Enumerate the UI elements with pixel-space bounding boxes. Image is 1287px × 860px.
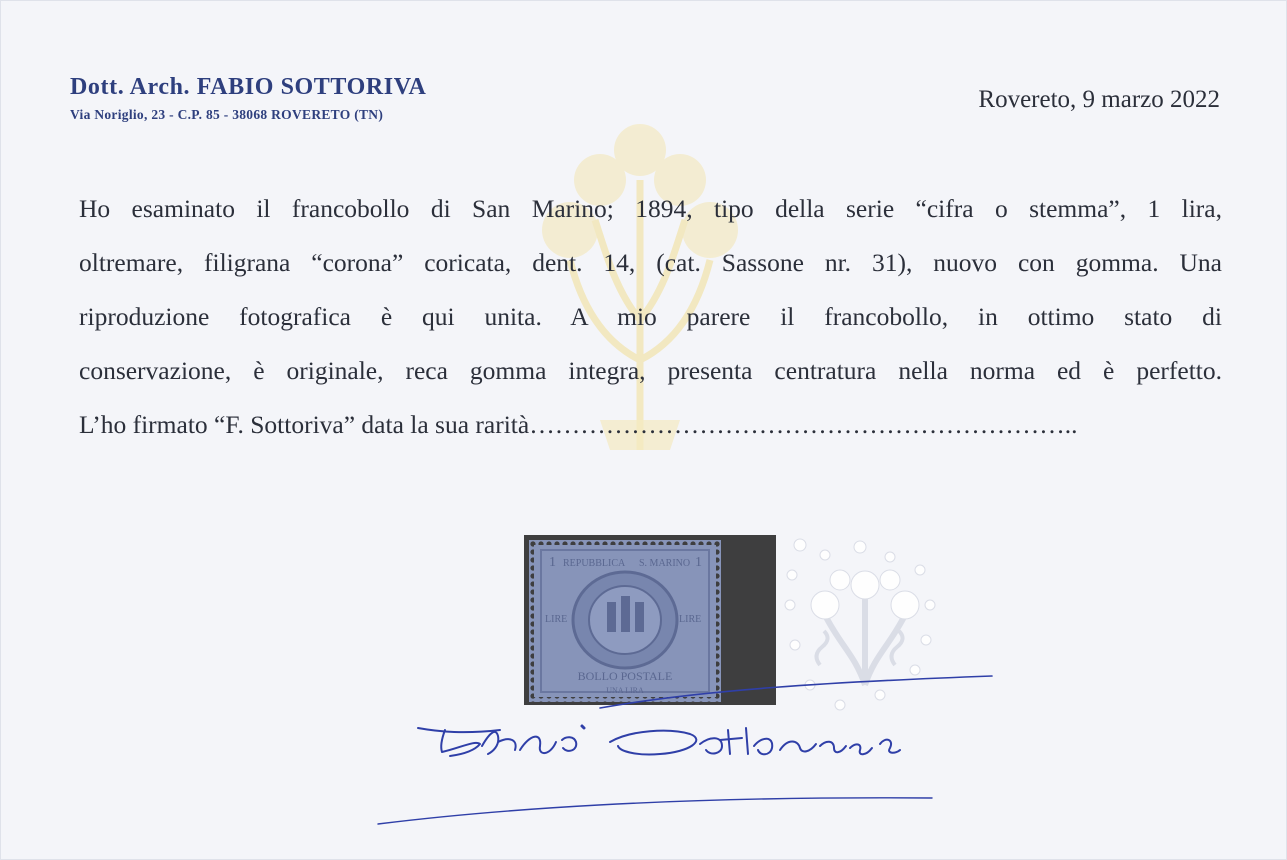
certificate-line: Ho esaminato il francobollo di San Marino; 1894, tipo della serie “cifra o stemma”, 1 lira, (79, 194, 1222, 223)
place-date: Rovereto, 9 marzo 2022 (978, 86, 1220, 113)
stamp-side-text-right: LIRE (679, 614, 702, 625)
letterhead (70, 74, 426, 123)
stamp-bottom-text: BOLLO POSTALE (577, 669, 673, 683)
handwritten-signature (370, 670, 1010, 840)
stamp-value-left: 1 (549, 555, 556, 570)
letterhead-address: Via Noriglio, 23 - C.P. 85 - 38068 ROVERETO (TN) (70, 107, 384, 122)
certificate-line: L’ho firmato “F. Sottoriva” data la sua rarità……………………………………………………….. (79, 410, 1078, 439)
stamp-value-right: 1 (695, 555, 702, 570)
certificate-line: oltremare, filigrana “corona” coricata, dent. 14, (cat. Sassone nr. 31), nuovo con gomma. Una (79, 248, 1222, 277)
stamp-top-text-right: S. MARINO (639, 558, 691, 569)
certificate-line: riproduzione fotografica è qui unita. A mio parere il francobollo, in ottimo stato di (79, 302, 1222, 331)
stamp-footer-text: UNA LIRA (606, 686, 644, 695)
stamp-top-text: REPUBBLICA (563, 558, 626, 569)
letterhead-name: Dott. Arch. FABIO SOTTORIVA (70, 74, 427, 100)
stamp-side-text-left: LIRE (545, 614, 568, 625)
certificate-line: conservazione, è originale, reca gomma integra, presenta centratura nella norma ed è perfetto. (79, 356, 1222, 385)
certificate-text (79, 182, 1222, 452)
